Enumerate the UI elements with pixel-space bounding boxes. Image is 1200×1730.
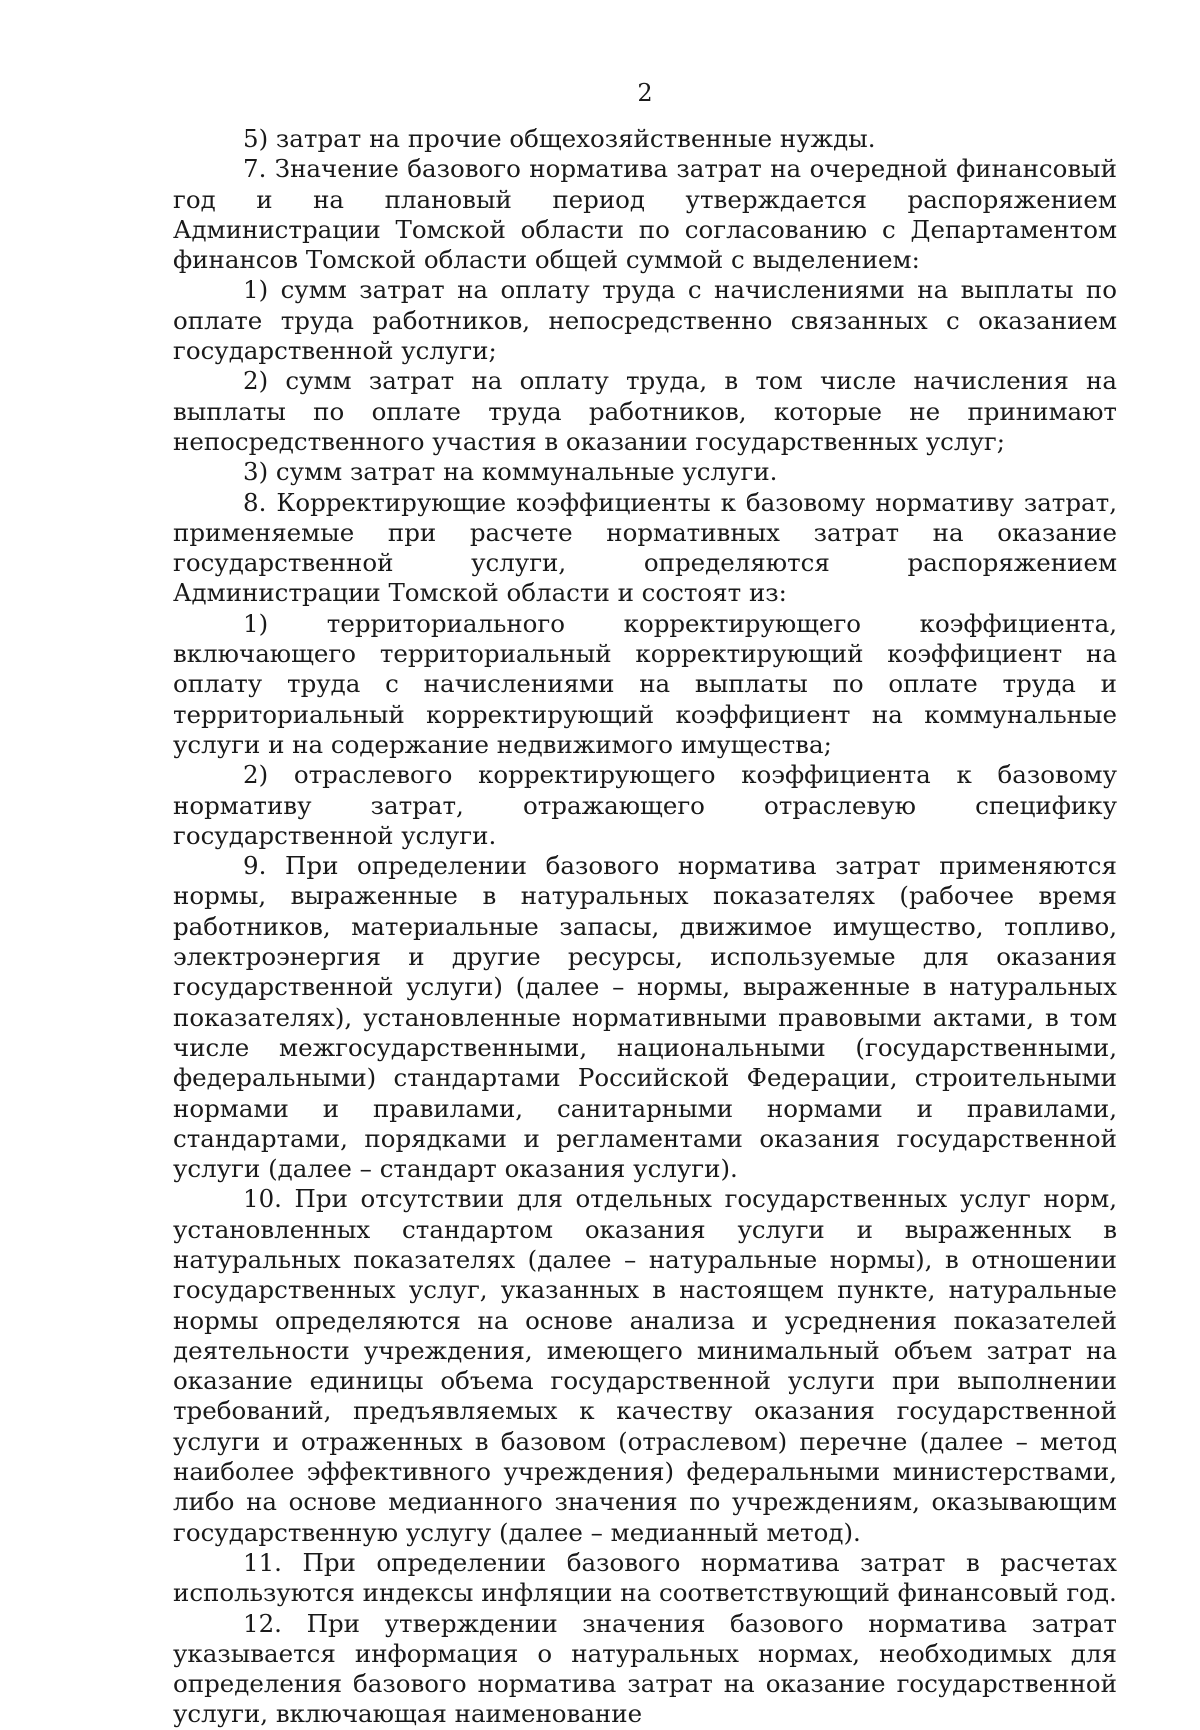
paragraph-clause-12: 12. При утверждении значения базового норматива затрат указывается информация о натуральных нормах, необходимых для определения базового норматива затрат на оказание государственной услуги, включающая наименование (173, 1608, 1117, 1729)
paragraph-clause-7: 7. Значение базового норматива затрат на очередной финансовый год и на плановый период утверждается распоряжением Администрации Томской области по согласованию с Департаментом финансов Томской области общей суммой с выделением: (173, 154, 1117, 275)
page-number: 2 (637, 79, 653, 107)
paragraph-clause-8-item-2: 2) отраслевого корректирующего коэффициента к базовому нормативу затрат, отражающего отраслевую специфику государственной услуги. (173, 760, 1117, 850)
paragraph-clause-7-item-3: 3) сумм затрат на коммунальные услуги. (243, 457, 778, 487)
paragraph-clause-11: 11. При определении базового норматива затрат в расчетах используются индексы инфляции на соответствующий финансовый год. (173, 1547, 1117, 1608)
paragraph-clause-7-item-1: 1) сумм затрат на оплату труда с начислениями на выплаты по оплате труда работников, непосредственно связанных с оказанием государственной услуги; (173, 275, 1117, 366)
paragraph-clause-8-item-1: 1) территориального корректирующего коэффициента, включающего территориальный корректирующий коэффициент на оплату труда с начислениями на выплаты по оплате труда и территориальный корректирующий коэффициент на коммунальные услуги и на содержание недвижимого имущества; (173, 608, 1117, 759)
document-page (173, 78, 1117, 1730)
paragraph-item-5-other-expenses: 5) затрат на прочие общехозяйственные нужды. (243, 124, 876, 153)
paragraph-clause-8: 8. Корректирующие коэффициенты к базовому нормативу затрат, применяемые при расчете нормативных затрат на оказание государственной услуги, определяются распоряжением Администрации Томской области и состоят из: (173, 487, 1117, 608)
paragraph-clause-9: 9. При определении базового норматива затрат применяются нормы, выраженные в натуральных показателях (рабочее время работников, материальные запасы, движимое имущество, топливо, электроэнергия и другие ресурсы, используемые для оказания государственной услуги) (далее – нормы, выраженные в натуральных показателях), установленные нормативными правовыми актами, в том числе межгосударственными, национальными (государственными, федеральными) стандартами Российской Федерации, строительными нормами и правилами, санитарными нормами и правилами, стандартами, порядками и регламентами оказания государственной услуги (далее – стандарт оказания услуги). (173, 851, 1117, 1184)
paragraph-clause-7-item-2: 2) сумм затрат на оплату труда, в том числе начисления на выплаты по оплате труда работников, которые не принимают непосредственного участия в оказании государственных услуг; (173, 366, 1117, 456)
paragraph-clause-10: 10. При отсутствии для отдельных государственных услуг норм, установленных стандартом оказания услуги и выраженных в натуральных показателях (далее – натуральные нормы), в отношении государственных услуг, указанных в настоящем пункте, натуральные нормы определяются на основе анализа и усреднения показателей деятельности учреждения, имеющего минимальный объем затрат на оказание единицы объема государственной услуги при выполнении требований, предъявляемых к качеству оказания государственной услуги и отраженных в базовом (отраслевом) перечне (далее – метод наиболее эффективного учреждения) федеральными министерствами, либо на основе медианного значения по учреждениям, оказывающим государственную услугу (далее – медианный метод). (173, 1184, 1117, 1547)
